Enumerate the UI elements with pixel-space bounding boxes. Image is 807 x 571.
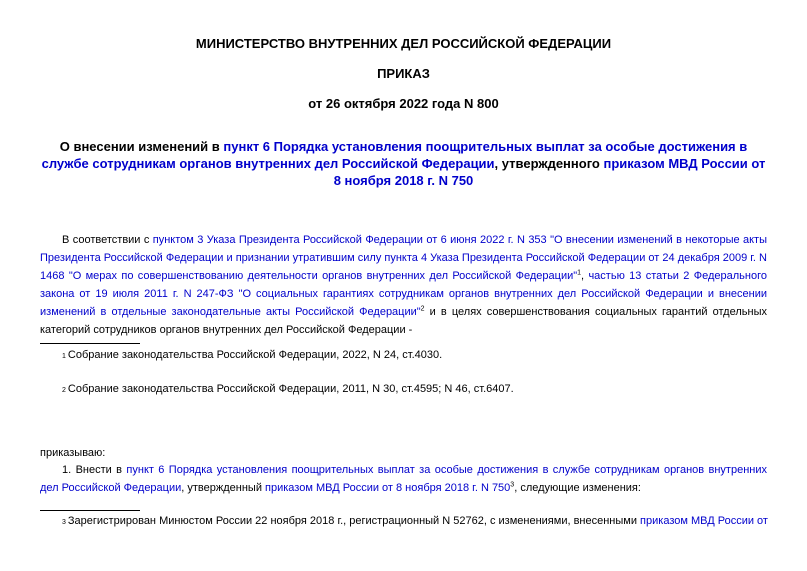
footnote-ref-3[interactable]: 3 <box>510 481 515 489</box>
document-subject <box>40 138 767 189</box>
footnote-3-mark: 3 <box>62 519 66 526</box>
footnote-2-mark: 2 <box>62 387 66 394</box>
ministry-title: МИНИСТЕРСТВО ВНУТРЕННИХ ДЕЛ РОССИЙСКОЙ ФЕДЕРАЦИИ <box>195 36 612 51</box>
document-date-number: от 26 октября 2022 года N 800 <box>308 96 499 111</box>
footnote-ref-1[interactable]: 1 <box>577 269 582 277</box>
subject-link-order-750[interactable]: приказом МВД России от 8 ноября 2018 г. N 750 <box>333 156 766 188</box>
footnote-2 <box>62 382 767 398</box>
preamble-text-1: В соответствии с <box>62 234 153 246</box>
item-1-link-procedure[interactable]: пункт 6 Порядка установления поощрительных выплат за особые достижения в службе сотрудникам органов внутренних дел Российской Федерации <box>40 464 767 494</box>
footnote-1-mark: 1 <box>62 353 66 360</box>
paragraph-preamble <box>40 231 767 339</box>
footnote-3 <box>62 514 767 530</box>
subject-prefix: О внесении изменений в <box>59 139 224 154</box>
footnote-divider-2 <box>40 510 140 511</box>
item-1-text-2: , утвержденный <box>181 482 266 494</box>
preamble-link-decree-353[interactable]: пунктом 3 Указа Президента Российской Федерации от 6 июня 2022 г. N 353 "О внесении изменений в некоторые акты Президента Российской Федерации и признании утратившим силу пункта 4 Указа Президента Российской Федерации от 24 декабря 2009 г. N 1468 "О мерах по совершенствованию деятельности органов внутренних дел Российской Федерации" <box>40 234 767 282</box>
item-1-text-3: , следующие изменения: <box>514 482 641 494</box>
preamble-text-2: , <box>581 270 589 282</box>
preamble-link-federal-law-247[interactable]: частью 13 статьи 2 Федерального закона от 19 июля 2011 г. N 247-ФЗ "О социальных гарантиях сотрудникам органов внутренних дел Российской Федерации и внесении изменений в отдельные законодательные акты Российской Федерации" <box>40 270 767 318</box>
footnote-2-text: Собрание законодательства Российской Федерации, 2011, N 30, ст.4595; N 46, ст.6407. <box>67 383 514 395</box>
paragraph-item-1 <box>40 461 767 497</box>
document-type: ПРИКАЗ <box>377 66 430 81</box>
subject-link-procedure[interactable]: пункт 6 Порядка установления поощрительных выплат за особые достижения в службе сотрудникам органов внутренних дел Российской Федерации <box>41 139 748 171</box>
footnote-ref-2[interactable]: 2 <box>420 305 425 313</box>
footnote-3-link[interactable]: приказом МВД России от <box>640 515 768 527</box>
item-1-text-1: 1. Внести в <box>62 464 127 476</box>
footnote-3-text: Зарегистрирован Минюстом России 22 ноября 2018 г., регистрационный N 52762, с изменениями, внесенными <box>67 515 641 527</box>
footnote-1-text: Собрание законодательства Российской Федерации, 2022, N 24, ст.4030. <box>67 349 443 361</box>
item-1-link-order-750[interactable]: приказом МВД России от 8 ноября 2018 г. N 750 <box>265 482 511 494</box>
preamble-text-3: и в целях совершенствования социальных гарантий отдельных категорий сотрудников органов внутренних дел Российской Федерации - <box>40 306 767 336</box>
footnote-1 <box>62 348 767 364</box>
subject-middle: , утвержденного <box>494 156 604 171</box>
decree-word: приказываю: <box>40 447 106 459</box>
footnote-divider-1 <box>40 343 140 344</box>
